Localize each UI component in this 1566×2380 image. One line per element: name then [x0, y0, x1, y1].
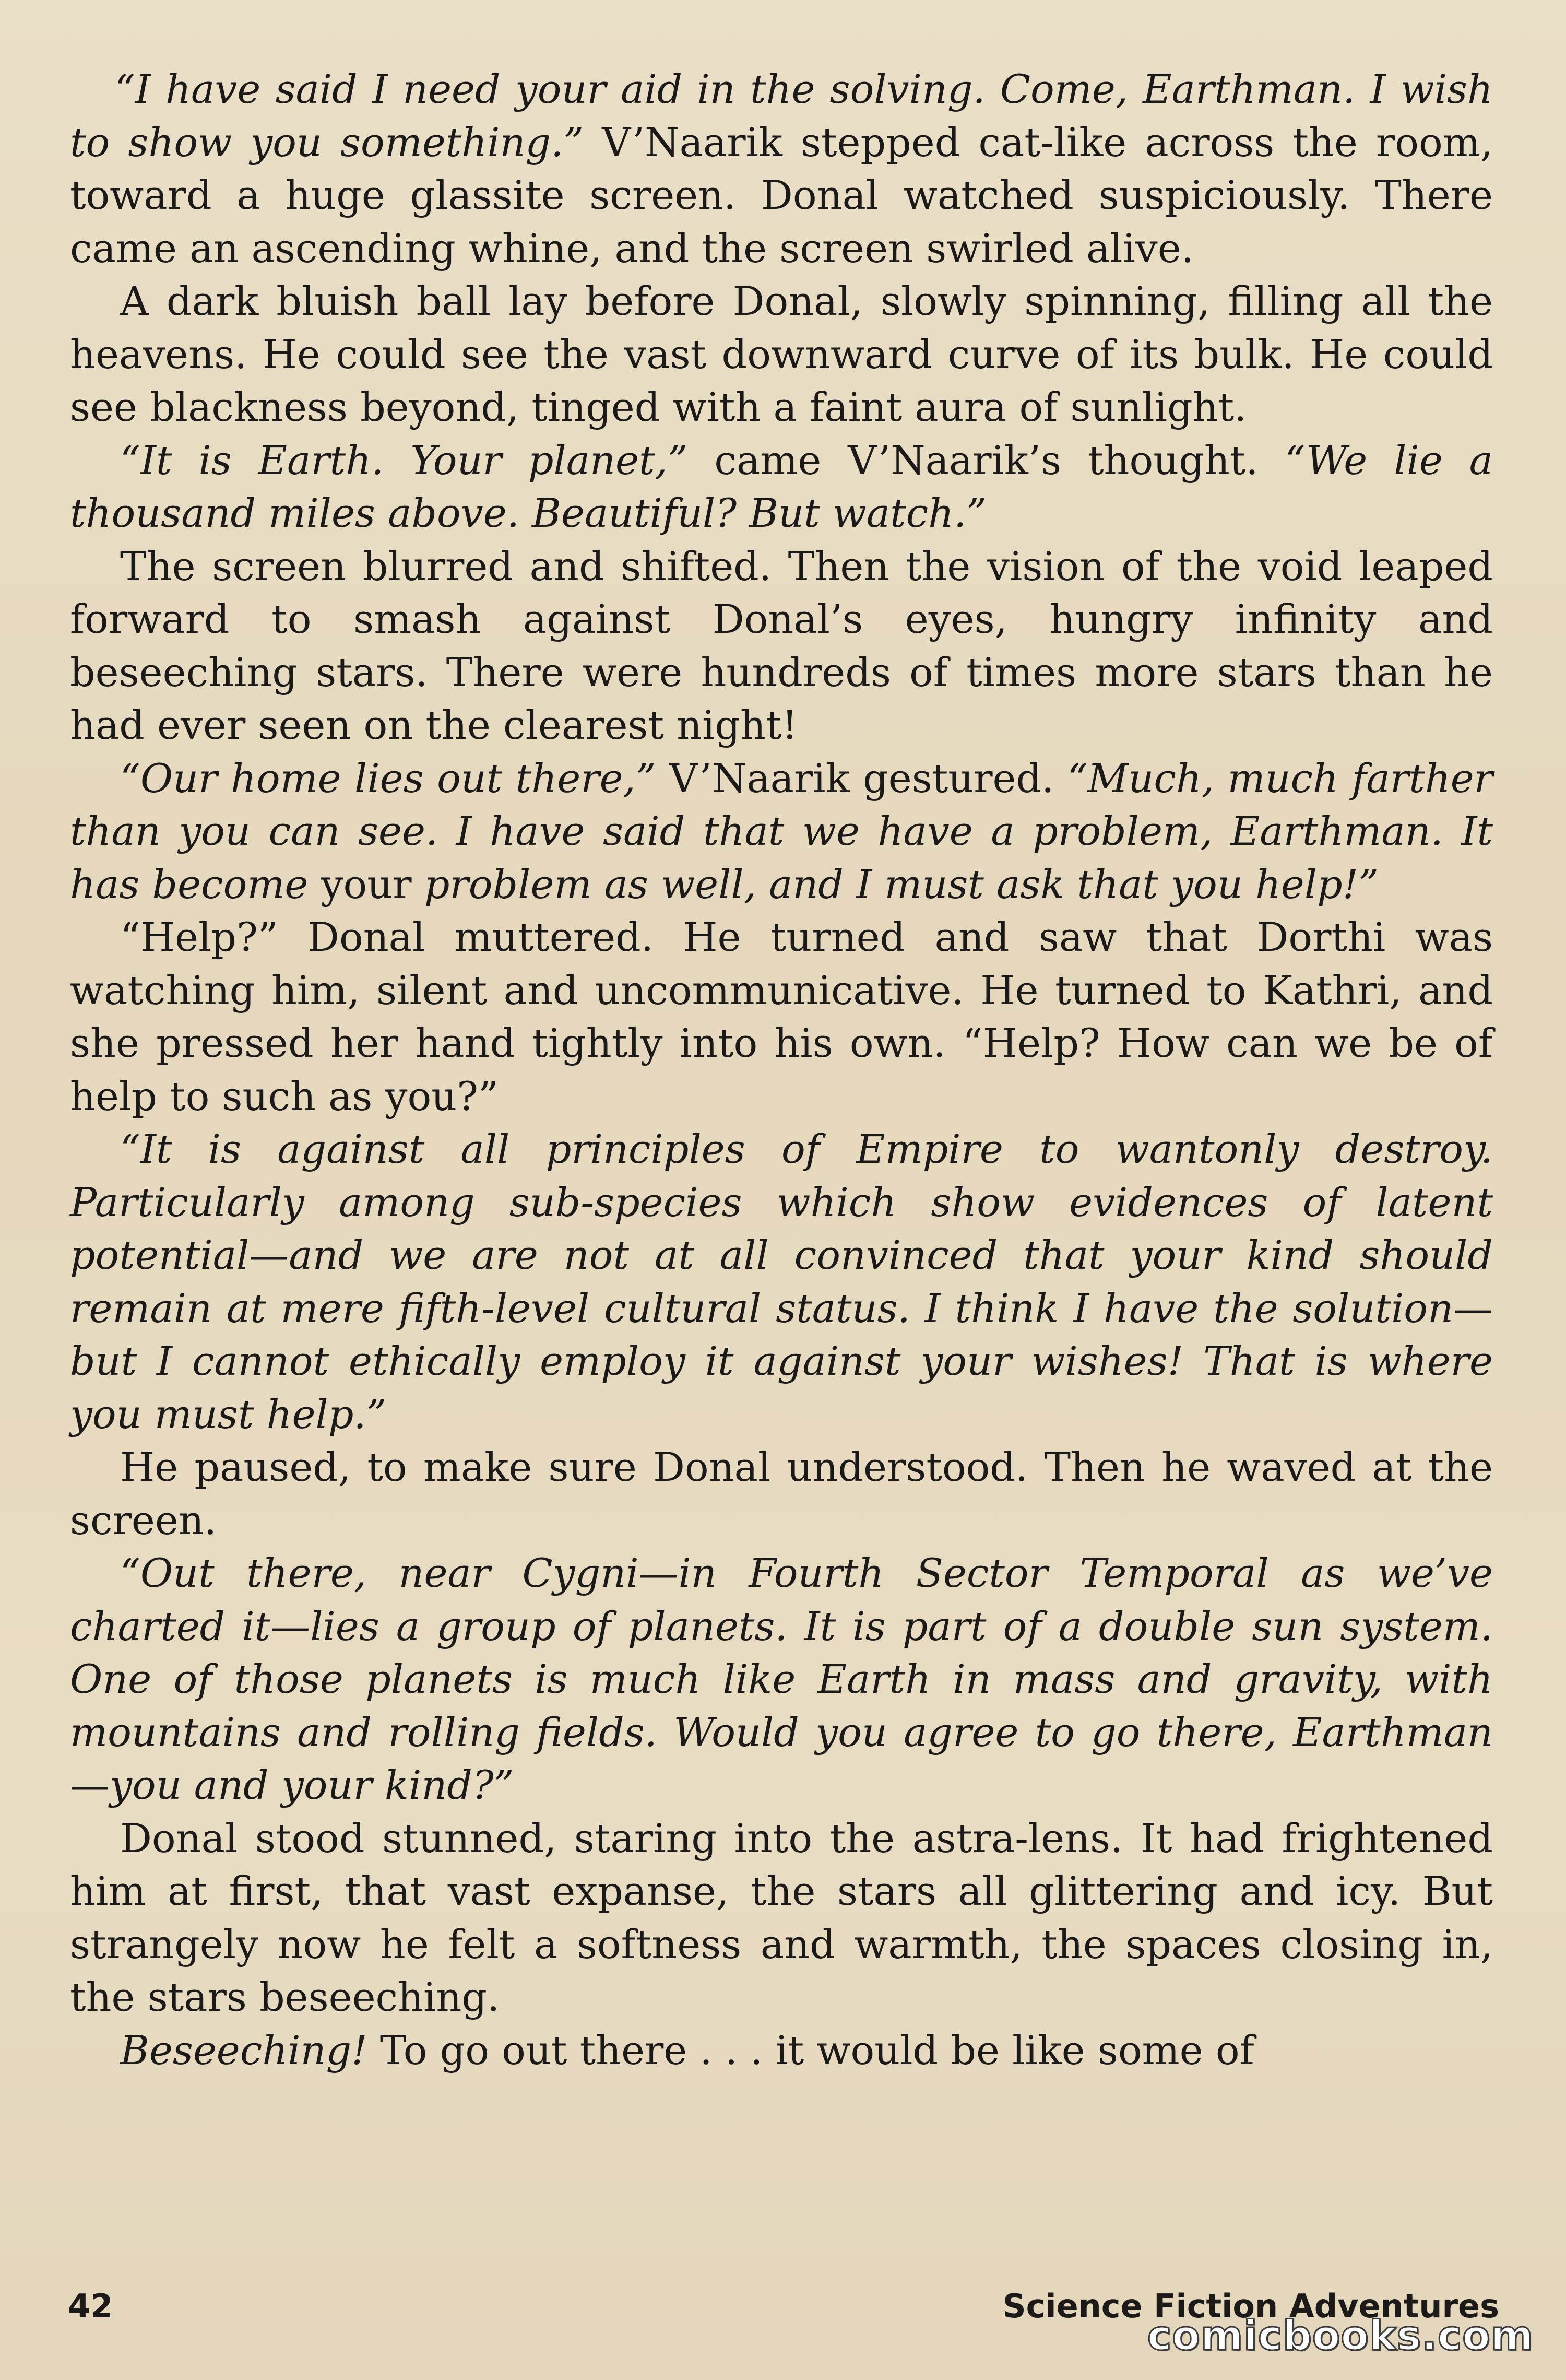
story-paragraph — [70, 63, 1493, 275]
text-run: V’Naarik gestured. — [656, 755, 1067, 802]
text-run: A dark bluish ball lay before Donal, slowly spinning, filling all the heavens. He could see the vast downward curve of its bulk. He could see blackness beyond, tinged with a faint aura of sunlight. — [70, 278, 1493, 430]
text-run: To go out there . . . it would be like some of — [367, 2026, 1254, 2073]
italic-text-run: “We lie a thousand miles above. Beautiful? But watch.” — [70, 437, 1493, 536]
italic-text-run: “I have said I need your aid in the solving. Come, Earthman. I wish to show you something.” — [70, 66, 1493, 166]
text-run: came V’Naarik’s thought. — [687, 437, 1285, 484]
italic-text-run: “Out there, near Cygni—in Fourth Sector Temporal as we’ve charted it—lies a group of planets. It is part of a double sun system. One of those planets is much like Earth in mass and gravity, with mountains and rolling fields. Would you agree to go there, Earthman—you and your kind?” — [70, 1550, 1493, 1808]
text-run: your — [308, 861, 424, 908]
text-run: Donal stood stunned, staring into the astra-lens. It had frightened him at first, that vast expanse, the stars all glittering and icy. But strangely now he felt a softness and warmth, the spaces closing in, the stars beseeching. — [70, 1815, 1493, 2020]
story-paragraph — [70, 434, 1493, 540]
story-paragraph — [70, 1441, 1493, 1547]
italic-text-run: problem as well, and I must ask that you help!” — [424, 861, 1379, 908]
story-paragraph — [70, 1547, 1493, 1812]
text-run: V’Naarik stepped cat-like across the room, toward a huge glassite screen. Donal watched suspiciously. There came an ascending whine, and the screen swirled alive. — [70, 119, 1493, 272]
story-paragraph — [70, 275, 1493, 434]
italic-text-run: “Our home lies out there,” — [120, 755, 656, 802]
italic-text-run: “It is against all principles of Empire to wantonly destroy. Particularly among sub-species which show evidences of latent potential—and we are not at all convinced that your kind should remain at mere fifth-level cultural status. I think I have the solution—but I cannot ethically employ it against your wishes! That is where you must help.” — [70, 1126, 1493, 1438]
text-run: The screen blurred and shifted. Then the vision of the void leaped forward to smash against Donal’s eyes, hungry infinity and beseeching stars. There were hundreds of times more stars than he had ever seen on the clearest night! — [70, 543, 1493, 748]
page-number: 42 — [68, 2287, 113, 2325]
story-paragraph — [70, 1123, 1493, 1441]
italic-text-run: “It is Earth. Your planet,” — [120, 437, 688, 484]
story-text-column — [70, 63, 1493, 2077]
magazine-title: Science Fiction Adventures — [1002, 2287, 1499, 2325]
italic-text-run: “Much, much farther than you can see. I have said that we have a problem, Earthman. It has become — [70, 755, 1493, 908]
story-paragraph — [70, 752, 1493, 911]
story-paragraph — [70, 911, 1493, 1123]
italic-text-run: Beseeching! — [120, 2026, 367, 2073]
text-run: “Help?” Donal muttered. He turned and saw that Dorthi was watching him, silent and uncommunicative. He turned to Kathri, and she pressed her hand tightly into his own. “Help? How can we be of help to such as you?” — [70, 914, 1493, 1120]
story-paragraph — [70, 2024, 1493, 2077]
story-paragraph — [70, 540, 1493, 752]
watermark: comicbooks.com — [1147, 2313, 1534, 2360]
page-footer — [0, 2266, 1566, 2380]
story-paragraph — [70, 1812, 1493, 2024]
text-run: He paused, to make sure Donal understood. Then he waved at the screen. — [70, 1444, 1493, 1544]
